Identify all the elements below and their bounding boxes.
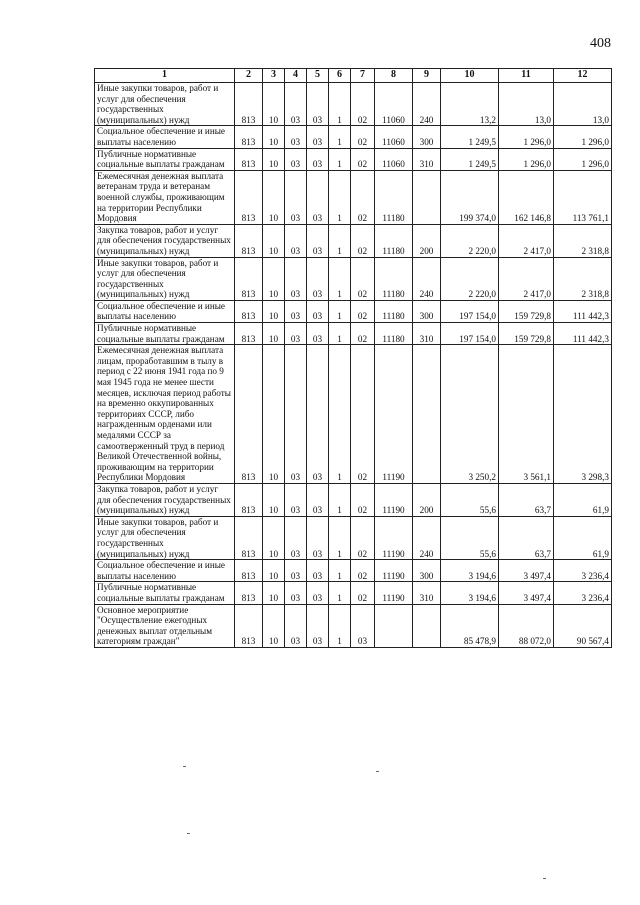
code-cell: 1 [329, 257, 351, 300]
table-row [95, 148, 612, 170]
amount-cell: 1 296,0 [554, 148, 612, 170]
code-cell: 03 [307, 582, 329, 604]
amount-cell: 63,7 [499, 483, 554, 516]
row-description-cell: Публичные нормативные социальные выплаты гражданам [95, 148, 235, 170]
column-header: 2 [235, 69, 263, 83]
amount-cell: 3 236,4 [554, 560, 612, 582]
code-cell: 03 [285, 83, 307, 126]
code-cell: 1 [329, 300, 351, 322]
code-cell: 813 [235, 257, 263, 300]
code-cell: 1 [329, 83, 351, 126]
table-body [95, 83, 612, 648]
amount-cell: 3 194,6 [441, 560, 499, 582]
row-description-cell: Основное мероприятие "Осуществление ежегодных денежных выплат отдельным категориям граждан" [95, 604, 235, 647]
amount-cell: 13,0 [499, 83, 554, 126]
code-cell: 1 [329, 170, 351, 224]
row-description-cell: Ежемесячная денежная выплата лицам, проработавшим в тылу в период с 22 июня 1941 года по 9 мая 1945 года не менее шести месяцев, исключая период работы на временно оккупированных территориях СССР, либо награжденным орденами или медалями СССР за самоотверженный труд в период Великой Отечественной войны, проживающим на территории Республики Мордовия [95, 345, 235, 484]
code-cell: 11180 [375, 224, 413, 257]
code-cell: 11060 [375, 148, 413, 170]
table-row [95, 126, 612, 148]
row-description-cell: Публичные нормативные социальные выплаты гражданам [95, 582, 235, 604]
code-cell: 200 [413, 483, 441, 516]
row-description-cell: Ежемесячная денежная выплата ветеранам труда и ветеранам военной службы, проживающим на территории Республики Мордовия [95, 170, 235, 224]
code-cell: 03 [307, 345, 329, 484]
code-cell: 1 [329, 604, 351, 647]
code-cell: 11180 [375, 300, 413, 322]
code-cell: 02 [351, 148, 375, 170]
row-description-cell: Иные закупки товаров, работ и услуг для обеспечения государственных (муниципальных) нужд [95, 257, 235, 300]
code-cell: 02 [351, 323, 375, 345]
code-cell: 300 [413, 300, 441, 322]
code-cell: 03 [285, 345, 307, 484]
table-row [95, 323, 612, 345]
code-cell: 11180 [375, 323, 413, 345]
code-cell: 813 [235, 560, 263, 582]
table-row [95, 170, 612, 224]
table-row [95, 257, 612, 300]
code-cell: 02 [351, 560, 375, 582]
code-cell: 02 [351, 224, 375, 257]
row-description-cell: Закупка товаров, работ и услуг для обеспечения государственных (муниципальных) нужд [95, 483, 235, 516]
code-cell: 1 [329, 516, 351, 559]
code-cell: 11190 [375, 560, 413, 582]
column-header: 1 [95, 69, 235, 83]
code-cell: 10 [263, 560, 285, 582]
amount-cell: 159 729,8 [499, 300, 554, 322]
code-cell: 02 [351, 83, 375, 126]
code-cell [375, 604, 413, 647]
amount-cell: 3 250,2 [441, 345, 499, 484]
column-header: 3 [263, 69, 285, 83]
column-header: 6 [329, 69, 351, 83]
amount-cell: 1 296,0 [499, 126, 554, 148]
code-cell: 03 [307, 83, 329, 126]
code-cell: 10 [263, 224, 285, 257]
code-cell: 03 [307, 257, 329, 300]
code-cell: 03 [307, 300, 329, 322]
amount-cell: 1 296,0 [554, 126, 612, 148]
amount-cell: 3 497,4 [499, 582, 554, 604]
code-cell: 03 [307, 323, 329, 345]
code-cell: 1 [329, 345, 351, 484]
code-cell: 03 [285, 300, 307, 322]
row-description-cell: Социальное обеспечение и иные выплаты населению [95, 126, 235, 148]
code-cell: 10 [263, 483, 285, 516]
amount-cell: 61,9 [554, 516, 612, 559]
amount-cell: 90 567,4 [554, 604, 612, 647]
code-cell: 11190 [375, 516, 413, 559]
code-cell: 10 [263, 604, 285, 647]
code-cell: 03 [285, 483, 307, 516]
row-description-cell: Закупка товаров, работ и услуг для обеспечения государственных (муниципальных) нужд [95, 224, 235, 257]
row-description-cell: Иные закупки товаров, работ и услуг для обеспечения государственных (муниципальных) нужд [95, 83, 235, 126]
code-cell: 813 [235, 224, 263, 257]
code-cell: 813 [235, 300, 263, 322]
code-cell: 10 [263, 257, 285, 300]
code-cell: 03 [285, 126, 307, 148]
code-cell [413, 604, 441, 647]
amount-cell: 159 729,8 [499, 323, 554, 345]
column-header: 12 [554, 69, 612, 83]
table-row [95, 604, 612, 647]
code-cell: 03 [285, 224, 307, 257]
code-cell: 10 [263, 170, 285, 224]
code-cell: 240 [413, 83, 441, 126]
code-cell: 03 [307, 126, 329, 148]
code-cell: 1 [329, 582, 351, 604]
code-cell: 03 [285, 560, 307, 582]
code-cell: 813 [235, 148, 263, 170]
code-cell: 11060 [375, 83, 413, 126]
column-header: 5 [307, 69, 329, 83]
scan-speck [543, 878, 546, 879]
table-header-row [95, 69, 612, 83]
amount-cell: 3 298,3 [554, 345, 612, 484]
code-cell: 813 [235, 483, 263, 516]
amount-cell: 1 249,5 [441, 148, 499, 170]
amount-cell: 197 154,0 [441, 323, 499, 345]
scan-speck [183, 766, 186, 767]
code-cell: 240 [413, 257, 441, 300]
scan-speck [187, 833, 190, 834]
code-cell: 03 [307, 560, 329, 582]
code-cell: 11180 [375, 257, 413, 300]
amount-cell: 2 220,0 [441, 224, 499, 257]
code-cell: 813 [235, 83, 263, 126]
table-row [95, 582, 612, 604]
code-cell: 300 [413, 126, 441, 148]
page-number: 408 [590, 36, 611, 51]
code-cell: 03 [307, 516, 329, 559]
code-cell: 03 [285, 582, 307, 604]
code-cell: 813 [235, 323, 263, 345]
code-cell: 02 [351, 516, 375, 559]
row-description-cell: Социальное обеспечение и иные выплаты населению [95, 300, 235, 322]
code-cell: 03 [285, 604, 307, 647]
code-cell: 310 [413, 148, 441, 170]
amount-cell: 85 478,9 [441, 604, 499, 647]
code-cell: 10 [263, 300, 285, 322]
code-cell: 1 [329, 323, 351, 345]
scan-speck [376, 771, 379, 772]
code-cell: 1 [329, 483, 351, 516]
code-cell: 813 [235, 170, 263, 224]
amount-cell: 63,7 [499, 516, 554, 559]
column-header: 10 [441, 69, 499, 83]
code-cell: 11190 [375, 582, 413, 604]
amount-cell: 1 296,0 [499, 148, 554, 170]
code-cell: 10 [263, 83, 285, 126]
code-cell: 03 [351, 604, 375, 647]
code-cell: 03 [307, 224, 329, 257]
amount-cell: 3 497,4 [499, 560, 554, 582]
table-row [95, 345, 612, 484]
code-cell: 10 [263, 516, 285, 559]
code-cell: 02 [351, 170, 375, 224]
table-row [95, 483, 612, 516]
code-cell: 240 [413, 516, 441, 559]
code-cell: 02 [351, 257, 375, 300]
column-header: 9 [413, 69, 441, 83]
column-header: 7 [351, 69, 375, 83]
amount-cell: 197 154,0 [441, 300, 499, 322]
code-cell: 11190 [375, 483, 413, 516]
code-cell: 02 [351, 582, 375, 604]
amount-cell: 162 146,8 [499, 170, 554, 224]
code-cell: 813 [235, 345, 263, 484]
code-cell: 02 [351, 126, 375, 148]
code-cell: 1 [329, 560, 351, 582]
table-row [95, 300, 612, 322]
code-cell [413, 345, 441, 484]
amount-cell: 61,9 [554, 483, 612, 516]
code-cell: 10 [263, 148, 285, 170]
code-cell: 310 [413, 582, 441, 604]
code-cell: 03 [307, 170, 329, 224]
code-cell: 1 [329, 224, 351, 257]
code-cell: 03 [285, 516, 307, 559]
amount-cell: 13,0 [554, 83, 612, 126]
code-cell: 10 [263, 582, 285, 604]
amount-cell: 3 194,6 [441, 582, 499, 604]
table-row [95, 560, 612, 582]
amount-cell: 2 417,0 [499, 224, 554, 257]
code-cell: 02 [351, 300, 375, 322]
row-description-cell: Публичные нормативные социальные выплаты гражданам [95, 323, 235, 345]
code-cell: 813 [235, 604, 263, 647]
amount-cell: 2 417,0 [499, 257, 554, 300]
amount-cell: 111 442,3 [554, 323, 612, 345]
code-cell: 03 [307, 483, 329, 516]
amount-cell: 13,2 [441, 83, 499, 126]
amount-cell: 1 249,5 [441, 126, 499, 148]
code-cell: 11180 [375, 170, 413, 224]
amount-cell: 2 318,8 [554, 257, 612, 300]
code-cell: 1 [329, 148, 351, 170]
column-header: 4 [285, 69, 307, 83]
code-cell: 11190 [375, 345, 413, 484]
code-cell: 813 [235, 516, 263, 559]
amount-cell: 55,6 [441, 483, 499, 516]
code-cell: 03 [285, 148, 307, 170]
code-cell: 03 [285, 170, 307, 224]
code-cell: 03 [285, 257, 307, 300]
code-cell: 10 [263, 345, 285, 484]
amount-cell: 2 220,0 [441, 257, 499, 300]
code-cell: 11060 [375, 126, 413, 148]
code-cell: 03 [285, 323, 307, 345]
code-cell: 02 [351, 345, 375, 484]
code-cell: 03 [307, 604, 329, 647]
row-description-cell: Социальное обеспечение и иные выплаты населению [95, 560, 235, 582]
amount-cell: 2 318,8 [554, 224, 612, 257]
code-cell [413, 170, 441, 224]
code-cell: 03 [307, 148, 329, 170]
amount-cell: 113 761,1 [554, 170, 612, 224]
amount-cell: 111 442,3 [554, 300, 612, 322]
code-cell: 1 [329, 126, 351, 148]
budget-table [94, 68, 612, 648]
row-description-cell: Иные закупки товаров, работ и услуг для обеспечения государственных (муниципальных) нужд [95, 516, 235, 559]
amount-cell: 55,6 [441, 516, 499, 559]
column-header: 8 [375, 69, 413, 83]
table-row [95, 224, 612, 257]
code-cell: 813 [235, 582, 263, 604]
code-cell: 02 [351, 483, 375, 516]
amount-cell: 88 072,0 [499, 604, 554, 647]
table-row [95, 516, 612, 559]
amount-cell: 3 236,4 [554, 582, 612, 604]
code-cell: 10 [263, 323, 285, 345]
code-cell: 200 [413, 224, 441, 257]
amount-cell: 199 374,0 [441, 170, 499, 224]
code-cell: 310 [413, 323, 441, 345]
code-cell: 10 [263, 126, 285, 148]
code-cell: 300 [413, 560, 441, 582]
amount-cell: 3 561,1 [499, 345, 554, 484]
column-header: 11 [499, 69, 554, 83]
code-cell: 813 [235, 126, 263, 148]
table-row [95, 83, 612, 126]
